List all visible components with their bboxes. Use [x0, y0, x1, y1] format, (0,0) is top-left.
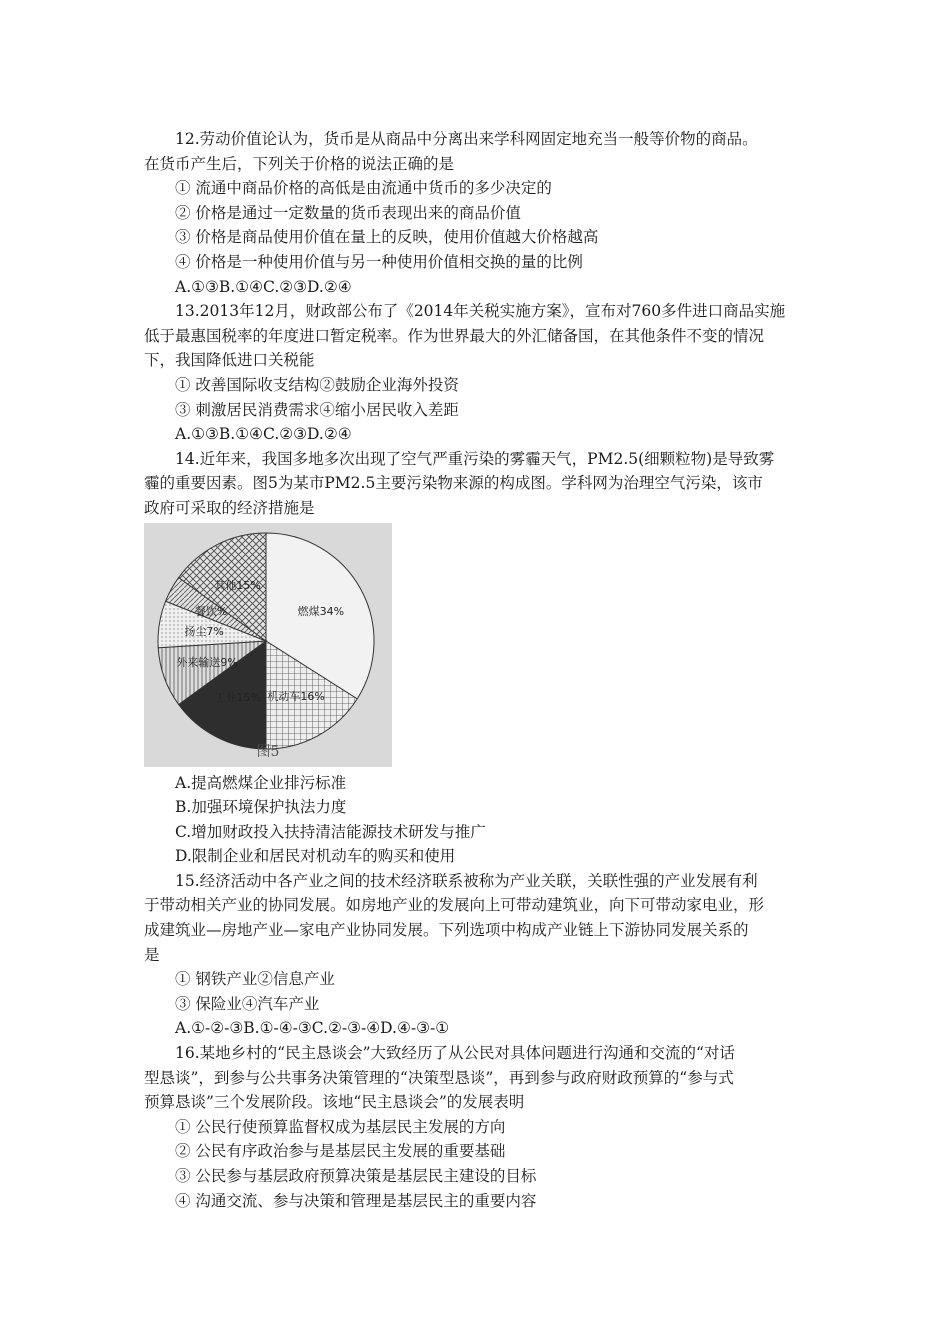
- question-stem-line: 下，我国降低进口关税能: [144, 351, 315, 370]
- question-stem-line: 霾的重要因素。图5为某市PM2.5主要污染物来源的构成图。学科网为治理空气污染，该市: [144, 474, 763, 493]
- question-stem-line: 于带动相关产业的协同发展。如房地产业的发展向上可带动建筑业，向下可带动家电业，形: [144, 896, 765, 915]
- pie-slice-label: 外来输送9%: [176, 655, 238, 669]
- answer-choices: A.①③B.①④C.②③D.②④: [175, 277, 352, 296]
- pie-slice-label: 扬尘7%: [184, 624, 224, 638]
- statement-option: ① 钢铁产业②信息产业: [175, 970, 335, 989]
- question-stem-line: 低于最惠国税率的年度进口暂定税率。作为世界最大的外汇储备国，在其他条件不变的情况: [144, 326, 765, 345]
- statement-option: ③ 保险业④汽车产业: [175, 994, 320, 1013]
- answer-option-c: C.增加财政投入扶持清洁能源技术研发与推广: [175, 822, 486, 841]
- question-14: [144, 447, 816, 869]
- answer-choices: A.①③B.①④C.②③D.②④: [175, 425, 352, 444]
- question-stem-line: 13.2013年12月，财政部公布了《2014年关税实施方案》，宣布对760多件进口商品实施: [175, 302, 786, 321]
- pie-chart: [144, 523, 392, 767]
- answer-option-a: A.提高燃煤企业排污标准: [175, 773, 347, 792]
- question-stem-line: 15.经济活动中各产业之间的技术经济联系被称为产业关联，关联性强的产业发展有利: [175, 871, 758, 890]
- answer-choices: A.①-②-③B.①-④-③C.②-③-④D.④-③-①: [175, 1019, 450, 1038]
- question-stem-line: 预算恳谈”三个发展阶段。该地“民主恳谈会”的发展表明: [144, 1093, 525, 1112]
- pie-chart-figure: [144, 523, 392, 767]
- figure-caption: 图5: [256, 743, 280, 760]
- question-list: [144, 127, 816, 1213]
- question-stem-line: 12.劳动价值论认为，货币是从商品中分离出来学科网固定地充当一般等价物的商品。: [175, 130, 758, 148]
- pie-slice-label: 工业15%: [214, 690, 261, 704]
- pie-slice-label: 燃煤34%: [297, 604, 345, 618]
- pie-slice-label: 餐饮%: [194, 604, 228, 618]
- question-16: [144, 1041, 816, 1213]
- question-stem-line: 型恳谈”，到参与公共事务决策管理的“决策型恳谈”，再到参与政府财政预算的“参与式: [144, 1068, 734, 1087]
- question-stem-line: 14.近年来，我国多地多次出现了空气严重污染的雾霾天气，PM2.5(细颗粒物)是导致雾: [175, 449, 775, 468]
- question-12: [144, 127, 816, 299]
- question-stem-line: 是: [144, 945, 160, 964]
- pie-slice-label: 其他15%: [214, 578, 261, 592]
- answer-option-b: B.加强环境保护执法力度: [175, 798, 347, 817]
- statement-option: ① 公民行使预算监督权成为基层民主发展的方向: [175, 1117, 506, 1136]
- statement-option: ④ 沟通交流、参与决策和管理是基层民主的重要内容: [175, 1191, 537, 1210]
- question-stem-line: 成建筑业—房地产业—家电产业协同发展。下列选项中构成产业链上下游协同发展关系的: [144, 921, 749, 940]
- question-stem-line: 政府可采取的经济措施是: [144, 498, 315, 517]
- question-15: [144, 869, 816, 1041]
- statement-option: ③ 刺激居民消费需求④缩小居民收入差距: [175, 400, 459, 419]
- answer-option-d: D.限制企业和居民对机动车的购买和使用: [175, 847, 456, 866]
- statement-option: ④ 价格是一种使用价值与另一种使用价值相交换的量的比例: [175, 252, 583, 271]
- statement-option: ① 改善国际收支结构②鼓励企业海外投资: [175, 375, 459, 394]
- statement-option: ② 价格是通过一定数量的货币表现出来的商品价值: [175, 203, 521, 222]
- statement-option: ③ 价格是商品使用价值在量上的反映，使用价值越大价格越高: [175, 228, 599, 247]
- question-stem-line: 16.某地乡村的“民主恳谈会”大致经历了从公民对具体问题进行沟通和交流的“对话: [175, 1044, 735, 1063]
- pie-slice-label: 机动车16%: [267, 689, 325, 703]
- question-stem-line: 在货币产生后，下列关于价格的说法正确的是: [144, 154, 455, 173]
- question-13: [144, 299, 816, 447]
- statement-option: ① 流通中商品价格的高低是由流通中货币的多少决定的: [175, 179, 552, 198]
- statement-option: ③ 公民参与基层政府预算决策是基层民主建设的目标: [175, 1167, 537, 1185]
- statement-option: ② 公民有序政治参与是基层民主发展的重要基础: [175, 1142, 506, 1161]
